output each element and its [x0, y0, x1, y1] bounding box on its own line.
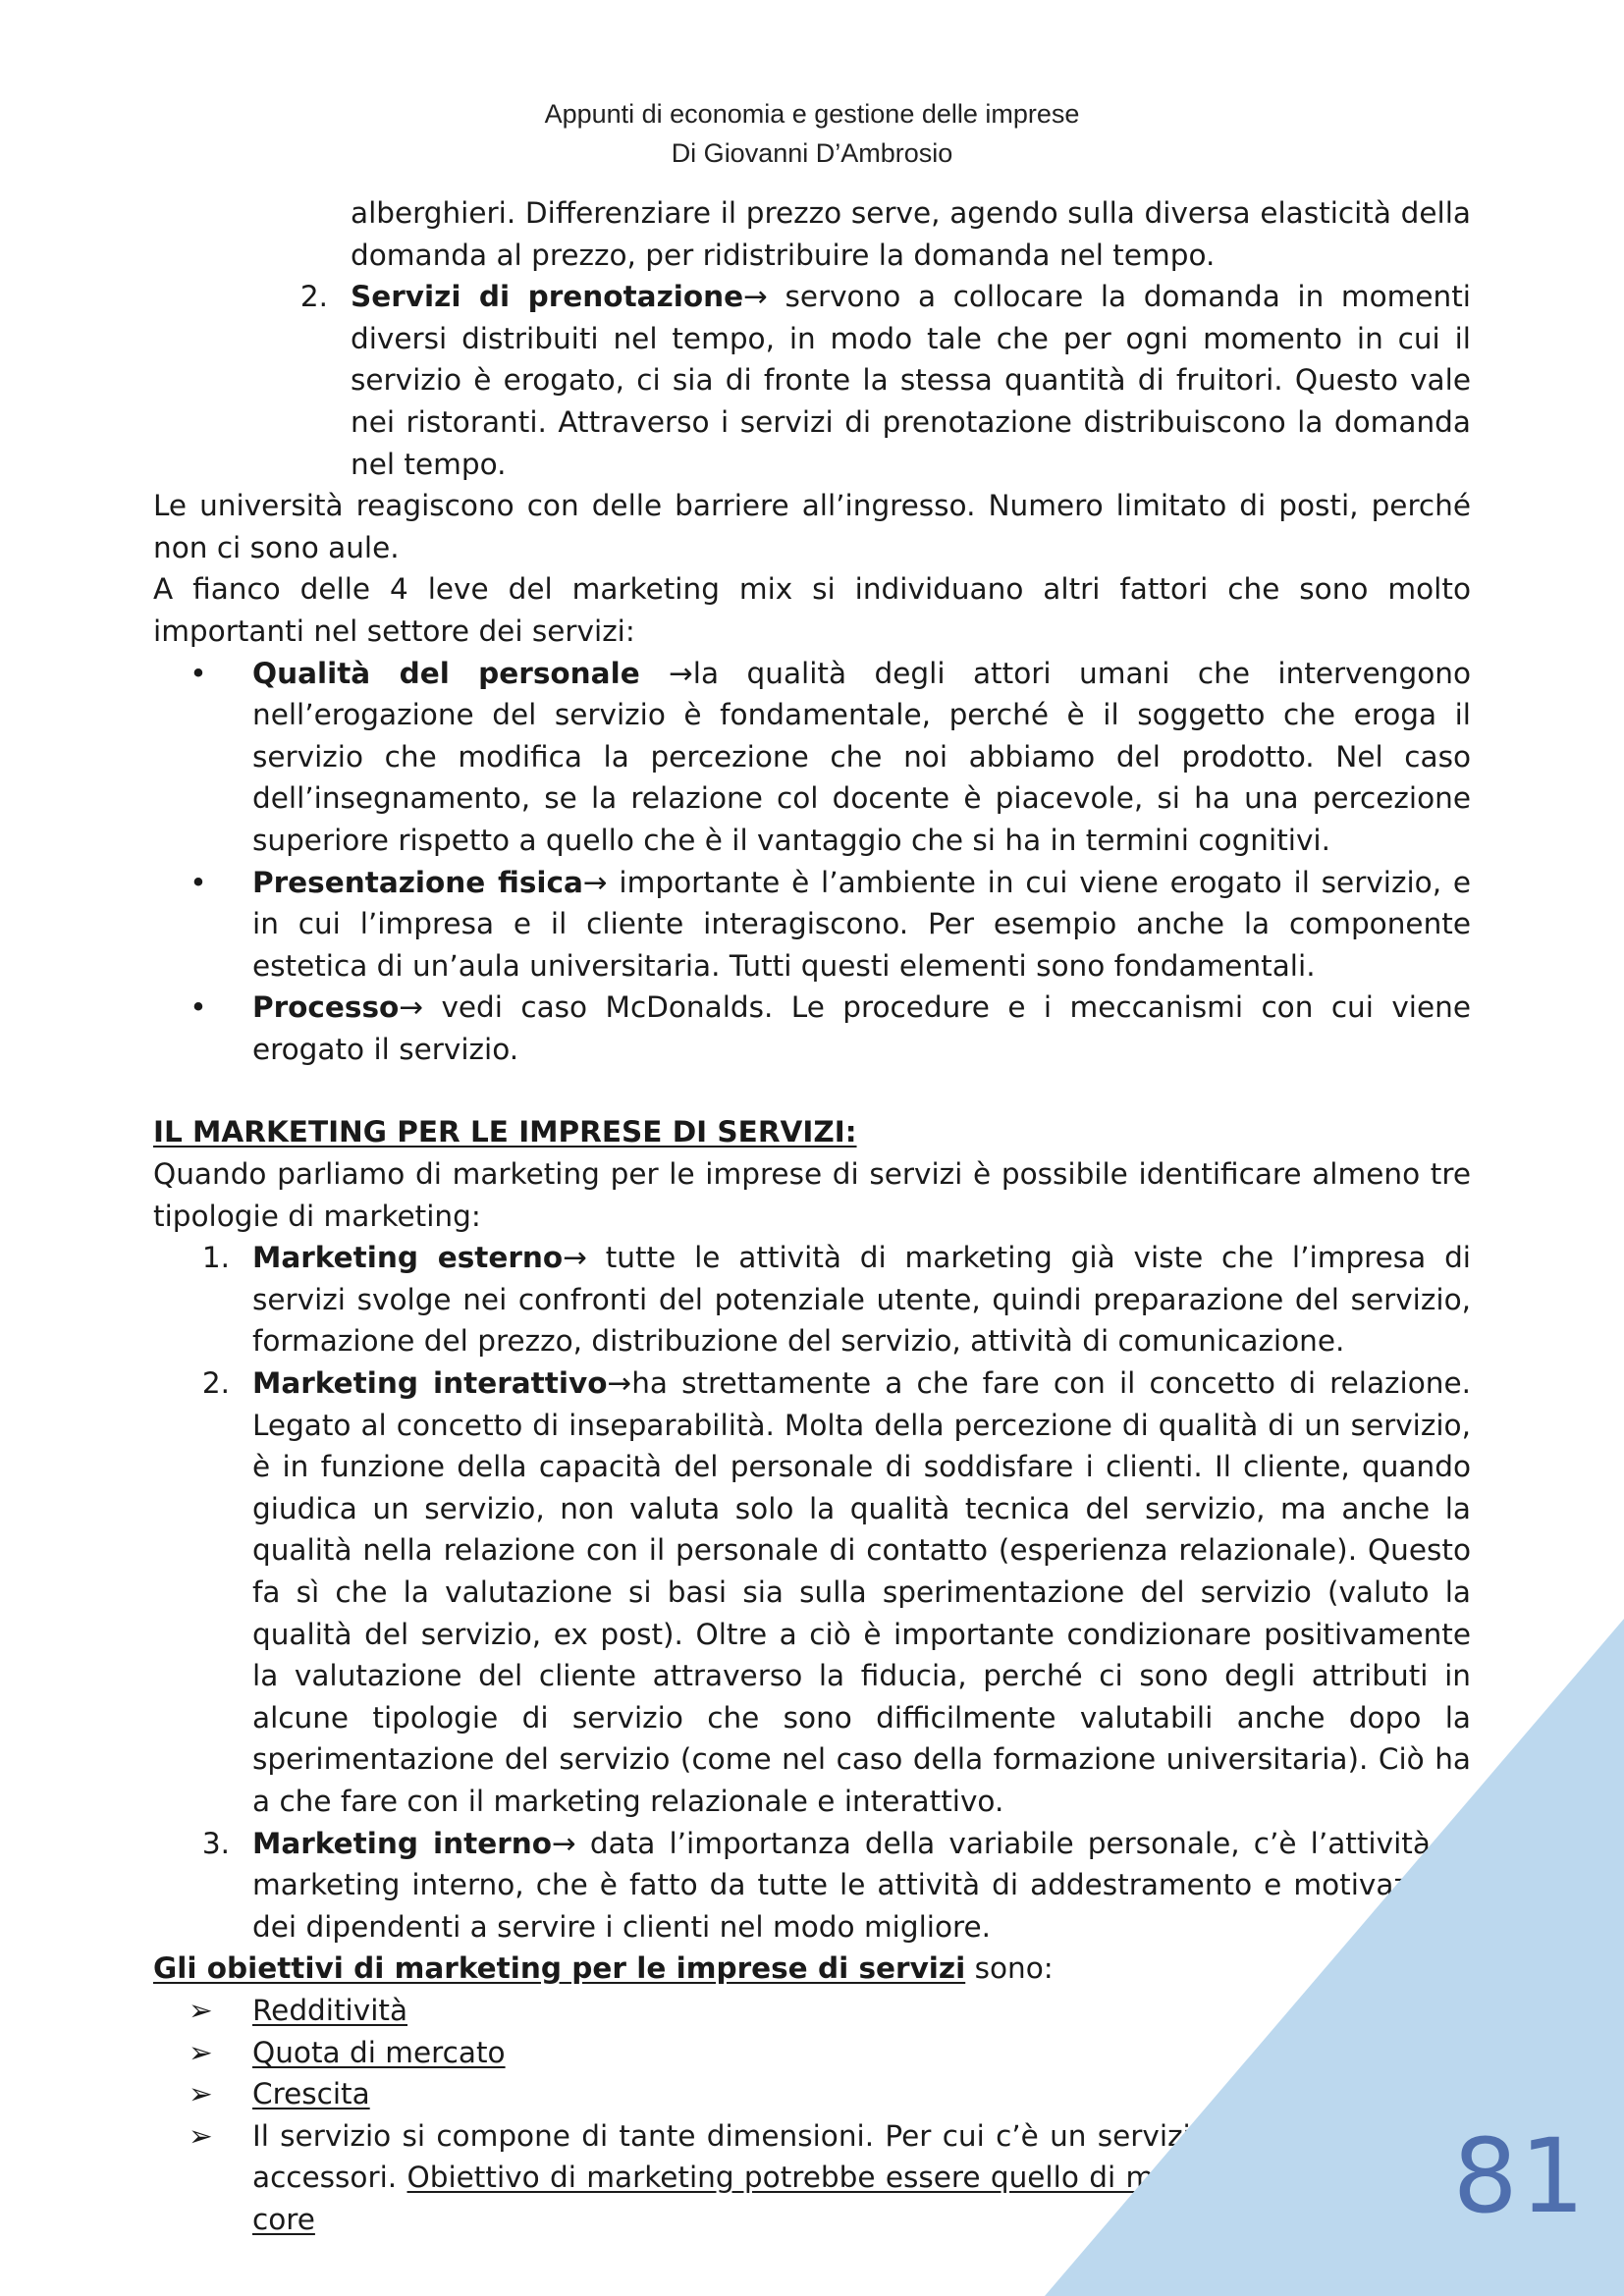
section-title: IL MARKETING PER LE IMPRESE DI SERVIZI:: [153, 1115, 857, 1149]
page-number: 81: [1452, 2116, 1587, 2236]
list-item-text: data l’importanza della variabile personale, c’è l’attività di marketing interno, che è fatto da tutte le attività di addestramento e motivazione dei dipendenti a servire i clienti nel modo migliore.: [252, 1826, 1471, 1944]
arrowhead-bullet-icon: ➢: [189, 2077, 213, 2111]
list-item-text: tutte le attività di marketing già viste che l’impresa di servizi svolge nei confronti del potenziale utente, quindi preparazione del servizio, formazione del prezzo, distribuzione del servizio, attività di comunicazione.: [252, 1241, 1471, 1359]
list-item-term: Servizi di prenotazione: [351, 280, 744, 314]
arrowhead-bullet-icon: ➢: [189, 1993, 213, 2027]
list-number: 2.: [299, 280, 328, 314]
paragraph-universities: Le università reagiscono con delle barriere all’ingresso. Numero limitato di posti, perché non ci sono aule.: [153, 489, 1471, 564]
header-title: Appunti di economia e gestione delle imprese: [544, 99, 1080, 129]
list-item: [153, 1237, 1471, 1362]
bullet-icon: •: [189, 990, 207, 1025]
list-number: 1.: [201, 1241, 230, 1275]
bullet-icon: •: [189, 656, 207, 690]
arrow-icon: →: [563, 1241, 587, 1275]
header-author: Di Giovanni D’Ambrosio: [671, 138, 953, 168]
list-item-continuation: [153, 192, 1471, 276]
list-item-term: Marketing interattivo: [252, 1366, 608, 1401]
list-item-text: la qualità degli attori umani che intervengono nell’erogazione del servizio è fondamentale, perché è il soggetto che eroga il servizio che modifica la percezione che noi abbiamo del prodotto. Nel caso dell’insegnamento, se la relazione col docente è piacevole, si ha una percezione superiore rispetto a quello che è il vantaggio che si ha in termini cognitivi.: [252, 656, 1471, 857]
list-number: 3.: [201, 1826, 230, 1860]
factors-list: [153, 653, 1471, 1071]
objectives-heading: Gli obiettivi di marketing per le imprese di servizi sono:: [153, 1951, 1054, 1986]
section-intro: Quando parliamo di marketing per le imprese di servizi è possibile identificare almeno tre tipologie di marketing:: [153, 1157, 1471, 1233]
list-item-text: importante è l’ambiente in cui viene erogato il servizio, e in cui l’impresa e il cliente interagiscono. Per esempio anche la componente estetica di un’aula universitaria. Tutti questi elementi sono fondamentali.: [252, 865, 1472, 983]
list-item-prenotazione: [153, 276, 1471, 485]
list-number: 2.: [201, 1366, 230, 1401]
arrow-icon: →: [552, 1826, 576, 1860]
list-item-term: Qualità del personale: [252, 656, 670, 690]
list-item: [153, 987, 1471, 1070]
list-item-underlined-text: Obiettivo di marketing potrebbe essere quello di massimizzare il servizio core: [252, 2161, 1471, 2236]
list-item: [153, 653, 1471, 862]
intro-list: [153, 192, 1471, 485]
list-item-text: Il servizio si compone di tante dimensioni. Per cui c’è un servizio core e dei servizi accessori.: [252, 2118, 1471, 2195]
paragraph-factors-intro: A fianco delle 4 leve del marketing mix si individuano altri fattori che sono molto importanti nel settore dei servizi:: [153, 572, 1471, 648]
list-item: [153, 862, 1471, 988]
arrowhead-bullet-icon: ➢: [189, 2118, 213, 2153]
arrow-icon: →: [669, 656, 693, 690]
arrow-icon: →: [399, 990, 424, 1025]
list-item-term: Presentazione fisica: [252, 865, 583, 899]
arrow-icon: →: [743, 280, 768, 314]
list-item-term: Marketing esterno: [252, 1241, 564, 1275]
list-item-text: alberghieri. Differenziare il prezzo serve, agendo sulla diversa elasticità della domanda al prezzo, per ridistribuire la domanda nel tempo.: [351, 196, 1471, 272]
list-item-text: Quota di mercato: [252, 2035, 506, 2069]
arrow-icon: →: [607, 1366, 632, 1401]
list-item-text: servono a collocare la domanda in momenti diversi distribuiti nel tempo, in modo tale che per ogni momento in cui il servizio è erogato, ci sia di fronte la stessa quantità di fruitori. Questo vale nei ristoranti. Attraverso i servizi di prenotazione distribuiscono la domanda nel tempo.: [351, 280, 1471, 481]
arrowhead-bullet-icon: ➢: [189, 2035, 213, 2069]
list-item-term: Processo: [252, 990, 400, 1025]
list-item-text: ha strettamente a che fare con il concetto di relazione. Legato al concetto di inseparabilità. Molta della percezione di qualità di un servizio, è in funzione della capacità del personale di soddisfare i clienti. Il cliente, quando giudica un servizio, non valuta solo la qualità tecnica del servizio, ma anche la qualità nella relazione con il personale di contatto (esperienza relazionale). Questo fa sì che la valutazione si basi sia sulla sperimentazione del servizio (valuto la qualità del servizio, ex post). Oltre a ciò è importante condizionare positivamente la valutazione del cliente attraverso la fiducia, perché ci sono degli attributi in alcune tipologie di servizio che sono difficilmente valutabili anche dopo la sperimentazione del servizio (come nel caso della formazione universitaria). Ciò ha a che fare con il marketing relazionale e interattivo.: [252, 1366, 1471, 1818]
list-item-text: vedi caso McDonalds. Le procedure e i meccanismi con cui viene erogato il servizio.: [252, 990, 1471, 1066]
arrow-icon: →: [582, 865, 608, 899]
list-item-text: Crescita: [252, 2077, 370, 2111]
page-header: [0, 94, 1624, 173]
list-item-term: Marketing interno: [252, 1826, 553, 1860]
bullet-icon: •: [189, 865, 207, 899]
list-item-text: Redditività: [252, 1993, 408, 2027]
